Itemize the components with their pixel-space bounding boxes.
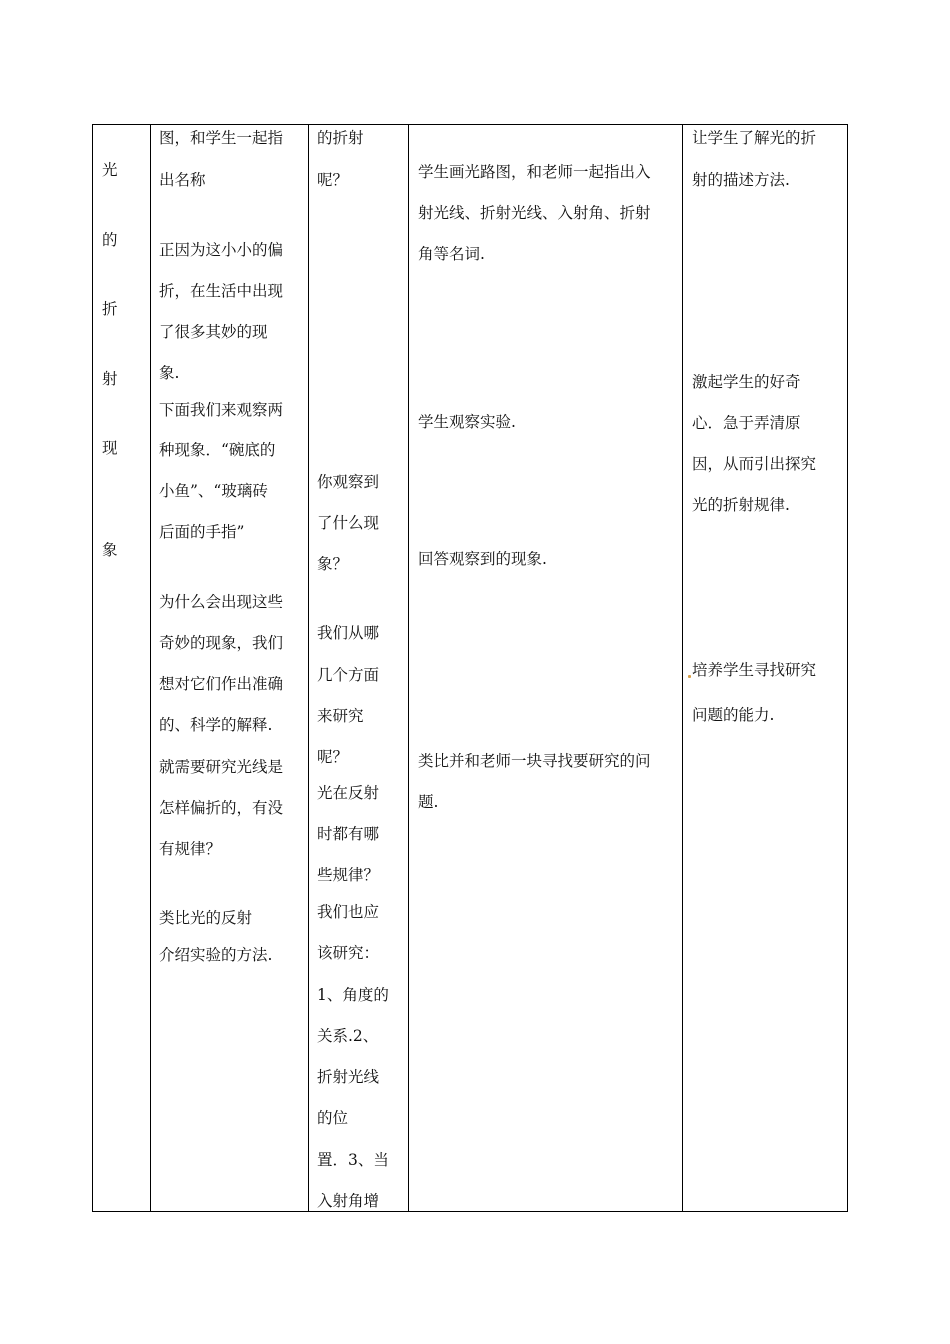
- teacher-line: 的、科学的解释.: [159, 716, 273, 734]
- question-line: 入射角增: [317, 1192, 380, 1210]
- column-divider: [408, 125, 409, 1211]
- student-line: 题.: [418, 793, 439, 811]
- question-line: 折射光线: [317, 1068, 380, 1086]
- question-line: 呢？: [317, 748, 349, 766]
- teacher-line: 折，在生活中出现: [159, 282, 284, 300]
- topic-char: 的: [102, 231, 118, 249]
- question-line: 置．3、当: [317, 1151, 389, 1169]
- column-divider: [682, 125, 683, 1211]
- topic-char: 光: [102, 161, 118, 179]
- intent-line: 射的描述方法.: [692, 171, 790, 189]
- student-line: 学生画光路图，和老师一起指出入: [418, 163, 651, 181]
- question-line: 光在反射: [317, 784, 380, 802]
- stray-mark: [688, 675, 691, 678]
- question-line: 象？: [317, 555, 349, 573]
- question-line: 来研究: [317, 707, 364, 725]
- student-line: 射光线、折射光线、入射角、折射: [418, 204, 651, 222]
- question-line: 关系.2、: [317, 1027, 379, 1045]
- student-line: 角等名词.: [418, 245, 485, 263]
- teacher-line: 图，和学生一起指: [159, 129, 284, 147]
- teacher-line: 出名称: [159, 171, 206, 189]
- teacher-line: 为什么会出现这些: [159, 593, 284, 611]
- teacher-line: 怎样偏折的，有没: [159, 799, 284, 817]
- student-line: 回答观察到的现象.: [418, 550, 547, 568]
- teacher-line: 种现象．“碗底的: [159, 441, 276, 459]
- question-line: 些规律？: [317, 866, 380, 884]
- teacher-line: 象.: [159, 364, 180, 382]
- topic-char: 象: [102, 541, 118, 559]
- question-line: 你观察到: [317, 473, 380, 491]
- teacher-line: 就需要研究光线是: [159, 758, 284, 776]
- student-line: 学生观察实验.: [418, 413, 516, 431]
- intent-line: 光的折射规律.: [692, 496, 790, 514]
- teacher-line: 有规律？: [159, 840, 222, 858]
- question-line: 的折射: [317, 129, 364, 147]
- question-line: 该研究：: [317, 944, 380, 962]
- question-line: 我们从哪: [317, 624, 380, 642]
- topic-char: 折: [102, 300, 118, 318]
- question-line: 几个方面: [317, 666, 380, 684]
- column-divider: [150, 125, 151, 1211]
- teacher-line: 后面的手指”: [159, 523, 245, 541]
- column-divider: [308, 125, 309, 1211]
- teacher-line: 介绍实验的方法.: [159, 946, 273, 964]
- intent-line: 激起学生的好奇: [692, 373, 801, 391]
- topic-char: 射: [102, 370, 118, 388]
- question-line: 时都有哪: [317, 825, 380, 843]
- question-line: 呢？: [317, 171, 349, 189]
- topic-char: 现: [102, 439, 118, 457]
- intent-line: 培养学生寻找研究: [692, 661, 817, 679]
- teacher-line: 奇妙的现象，我们: [159, 634, 284, 652]
- teacher-line: 正因为这小小的偏: [159, 241, 284, 259]
- question-line: 我们也应: [317, 903, 380, 921]
- question-line: 的位: [317, 1109, 349, 1127]
- teacher-line: 下面我们来观察两: [159, 401, 284, 419]
- teacher-line: 想对它们作出准确: [159, 675, 284, 693]
- teacher-line: 类比光的反射: [159, 909, 253, 927]
- student-line: 类比并和老师一块寻找要研究的问: [418, 752, 651, 770]
- question-line: 了什么现: [317, 514, 380, 532]
- intent-line: 心．急于弄清原: [692, 414, 801, 432]
- teacher-line: 小鱼”、“玻璃砖: [159, 482, 268, 500]
- intent-line: 因，从而引出探究: [692, 455, 817, 473]
- question-line: 1、角度的: [317, 986, 389, 1004]
- intent-line: 问题的能力.: [692, 706, 775, 724]
- teacher-line: 了很多其妙的现: [159, 323, 268, 341]
- intent-line: 让学生了解光的折: [692, 129, 817, 147]
